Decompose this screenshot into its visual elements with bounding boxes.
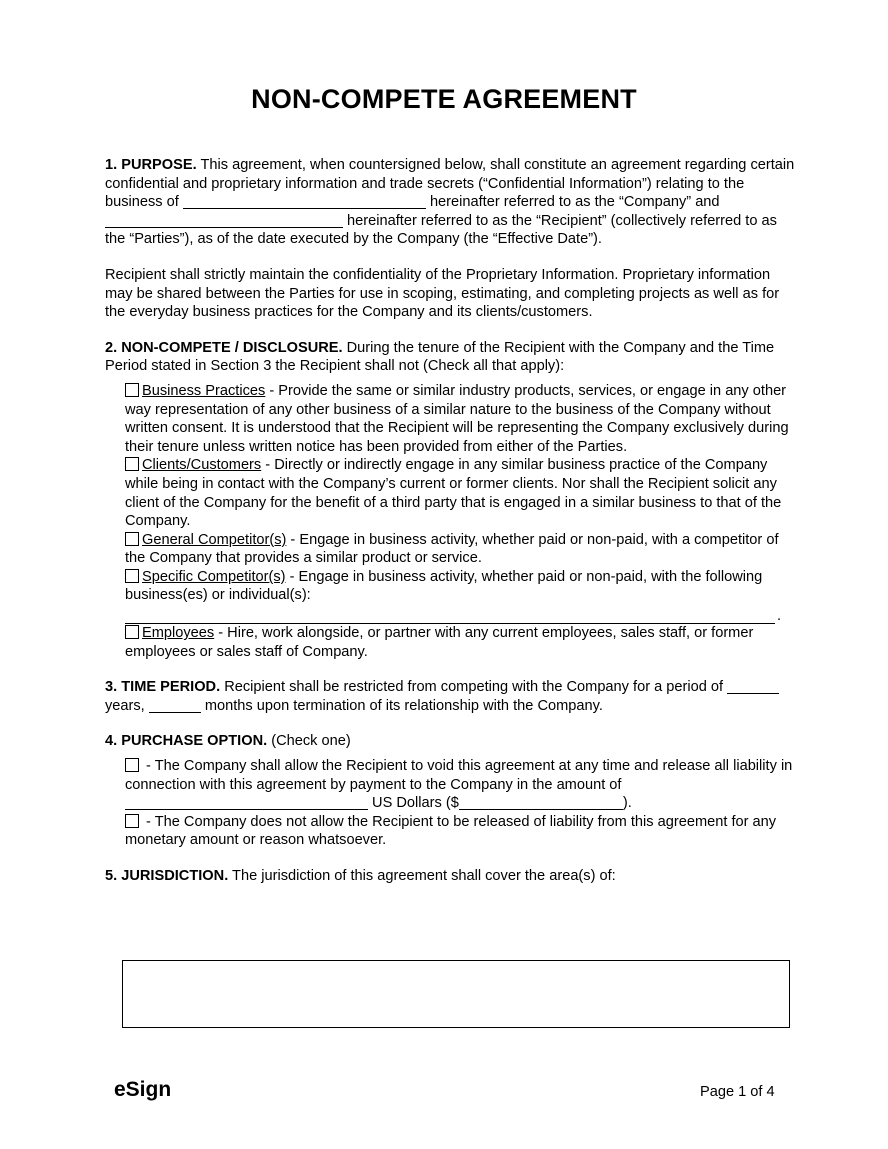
jurisdiction-field[interactable] [122,960,790,1028]
months-field[interactable] [149,697,201,713]
section-text: Recipient shall be restricted from competing with the Company for a period of [220,679,728,696]
option-label: Specific Competitor(s) [142,568,286,585]
checkbox[interactable] [125,625,139,639]
option-specific-competitor [125,568,795,605]
checkbox[interactable] [125,457,139,471]
section-text: (Check one) [267,733,351,750]
confidentiality-paragraph: Recipient shall strictly maintain the confidentiality of the Proprietary Information. Proprietary information may be shared between the Parties for use in scoping, estimating, and completing projects as well as for the everyday business practices for the Company and its clients/customers. [105,266,780,321]
section-heading: 1. PURPOSE. [105,157,197,173]
document-body [105,156,795,886]
checkbox[interactable] [125,569,139,583]
amount-words-field[interactable] [125,794,368,810]
option-label: General Competitor(s) [142,531,287,548]
amount-number-field[interactable] [459,794,623,810]
section-non-compete [105,339,795,376]
checkbox[interactable] [125,758,139,772]
line-end-period: . [776,608,781,625]
option-text: - Hire, work alongside, or partner with any current employees, sales staff, or former employees or sales staff of Company. [125,625,754,660]
option-text: ). [622,795,632,812]
option-text: - Engage in business activity, whether paid or non-paid, with a competitor of the Company that provides a similar product or service. [125,531,779,567]
document-title: NON-COMPETE AGREEMENT [251,84,637,114]
section-heading: 2. NON-COMPETE / DISCLOSURE. [105,339,343,356]
section-purchase-option [105,732,795,751]
section-heading: 5. JURISDICTION. [105,868,229,884]
section-text: The jurisdiction of this agreement shall cover the area(s) of: [228,868,616,884]
page-number: Page 1 of 4 [700,1084,775,1100]
option-business-practices [125,382,795,456]
option-text: - Directly or indirectly engage in any similar business practice of the Company while being in contact with the Company’s current or former clients. Nor shall the Recipient solicit any client of the Company for the benefit of a third party that is engaged in a similar business to that of the Company. [125,457,782,530]
section-purpose [105,156,795,249]
checkbox[interactable] [125,814,139,828]
checkbox[interactable] [125,383,139,397]
purchase-option-deny [125,813,795,850]
company-name-field[interactable] [183,193,426,209]
option-text: US Dollars ($ [368,795,459,812]
option-employees [125,624,795,661]
section-time-period [105,678,795,715]
section-text: hereinafter referred to as the “Recipient” (collectively referred to as the “Parties”), as of the date executed by the Company (the “Effective Date”). [105,212,777,248]
checkbox[interactable] [125,532,139,546]
section-text: years, [105,697,149,714]
esign-logo: eSign [114,1078,172,1101]
option-text: - Engage in business activity, whether paid or non-paid, with the following business(es) or individual(s): [125,568,763,604]
section-text: months upon termination of its relationship with the Company. [200,697,603,714]
section-text: During the tenure of the Recipient with the Company and the Time Period stated in Section 3 the Recipient shall not (Check all that apply): [105,339,775,375]
section-text: hereinafter referred to as the “Company” and [425,194,720,211]
option-text: - The Company does not allow the Recipient to be released of liability from this agreement for any monetary amount or reason whatsoever. [125,813,777,849]
section-heading: 4. PURCHASE OPTION. [105,733,268,750]
section-text: This agreement, when countersigned below, shall constitute an agreement regarding certain confidential and proprietary information and trade secrets (“Confidential Information”) relating to the business of [105,157,795,211]
option-label: Employees [142,625,215,642]
option-general-competitor [125,531,795,568]
section-heading: 3. TIME PERIOD. [105,679,221,696]
recipient-name-field[interactable] [105,212,343,228]
option-clients-customers [125,456,795,530]
years-field[interactable] [727,678,779,694]
competitor-names-field[interactable] [125,605,781,625]
section-jurisdiction [105,867,795,886]
option-label: Clients/Customers [142,457,262,474]
option-text: - Provide the same or similar industry products, services, or engage in any other way representation of any other business of a similar nature to the business of the Company without written consent. It is understood that the Recipient will be representing the Company exclusively during their tenure unless written notice has been provided from either of the Parties. [125,382,789,455]
option-text: - The Company shall allow the Recipient to void this agreement at any time and release all liability in connection with this agreement by payment to the Company in the amount of [125,758,793,793]
option-label: Business Practices [142,382,266,399]
purchase-option-allow [125,757,795,813]
